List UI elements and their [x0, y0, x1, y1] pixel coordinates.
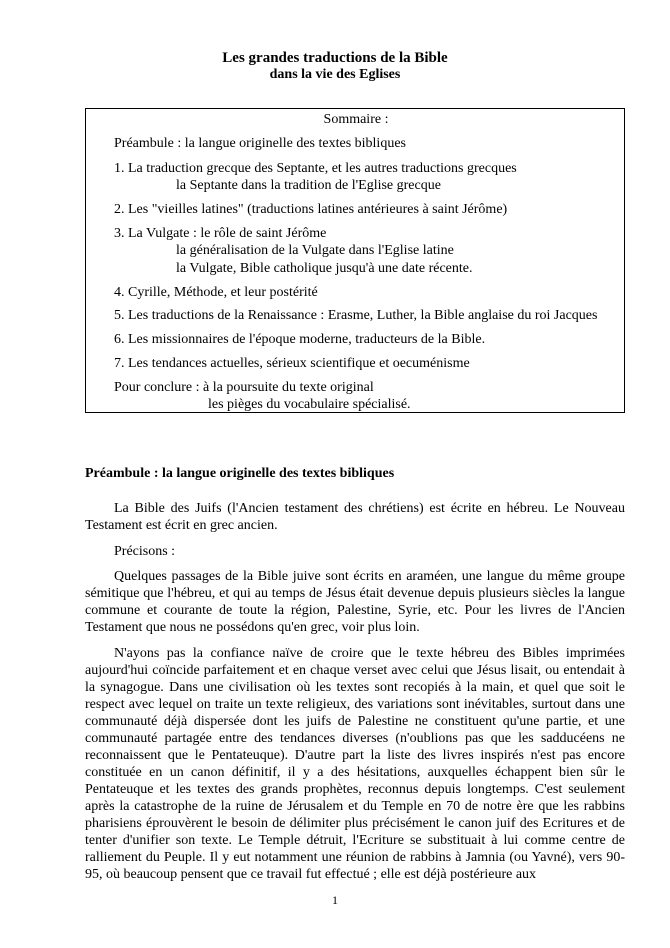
paragraph-texte-hebreu: N'ayons pas la confiance naïve de croire que le texte hébreu des Bibles imprimées aujourd'hui coïncide parfaitement et en chaque verset avec celui que Jésus lisait, ou entendait à la synagogue. Dans une civilisation où les textes sont recopiés à la main, et quel que soit le respect avec lequel on traite un texte religieux, des variations sont inévitables, surtout dans une communauté déjà dispersée dont les juifs de Palestine ne constituent qu'une partie, et une communauté partagée entre des tendances diverses (n'oublions pas que les sadducéens ne reconnaissent que le Pentateuque). D'autre part la liste des livres inspirés n'est pas encore constituée en un canon définitif, il y a des hésitations, auxquelles échappent bien sûr le Pentateuque et les textes des grands prophètes, reconnus depuis longtemps. C'est seulement après la catastrophe de la ruine de Jérusalem et du Temple en 70 de notre ère que les rabbins pharisiens éprouvèrent le besoin de délimiter plus précisément le canon juif des Ecritures et de tenter d'unifier son texte. Le Temple détruit, l'Ecriture se substituait à lui comme centre de ralliement du Peuple. Il y eut notamment une réunion de rabbins à Jamnia (ou Yavné), vers 90-95, où beaucoup pensent que ce travail fut effectué ; elle est déjà postérieure aux: [85, 646, 625, 882]
summary-subitem-3b: la Vulgate, Bible catholique jusqu'à une date récente.: [176, 261, 473, 276]
document-title: Les grandes traductions de la Bible: [222, 50, 448, 66]
summary-item-6: 6. Les missionnaires de l'époque moderne, traducteurs de la Bible.: [114, 332, 486, 347]
summary-item-2: 2. Les "vieilles latines" (traductions latines antérieures à saint Jérôme): [114, 202, 508, 217]
summary-item-1: 1. La traduction grecque des Septante, et les autres traductions grecques: [114, 161, 517, 176]
summary-conclusion-sub: les pièges du vocabulaire spécialisé.: [208, 397, 411, 412]
page-number: 1: [332, 893, 338, 907]
summary-conclusion: Pour conclure : à la poursuite du texte original: [114, 380, 374, 395]
summary-item-7: 7. Les tendances actuelles, sérieux scientifique et oecuménisme: [114, 356, 470, 371]
summary-subitem-1a: la Septante dans la tradition de l'Eglise grecque: [176, 178, 441, 193]
summary-item-5: 5. Les traductions de la Renaissance : Erasme, Luther, la Bible anglaise du roi Jacques: [114, 308, 598, 323]
document-subtitle: dans la vie des Eglises: [269, 67, 401, 82]
paragraph-intro: La Bible des Juifs (l'Ancien testament des chrétiens) est écrite en hébreu. Le Nouveau Testament est écrit en grec ancien.: [85, 501, 625, 533]
paragraph-precisons: Précisons :: [114, 544, 176, 559]
summary-item-preambule: Préambule : la langue originelle des textes bibliques: [114, 136, 406, 151]
summary-item-3: 3. La Vulgate : le rôle de saint Jérôme: [114, 226, 327, 241]
summary-item-4: 4. Cyrille, Méthode, et leur postérité: [114, 285, 318, 300]
summary-box: [85, 108, 625, 413]
section-heading: Préambule : la langue originelle des textes bibliques: [85, 466, 395, 481]
paragraph-arameen: Quelques passages de la Bible juive sont écrits en araméen, une langue du même groupe sémitique que l'hébreu, et qui au temps de Jésus était devenue depuis plusieurs siècles la langue commune et courante de toute la région, Palestine, Syrie, etc. Pour les livres de l'Ancien Testament que nous ne possédons qu'en grec, voir plus loin.: [85, 569, 625, 635]
summary-heading: Sommaire :: [323, 112, 389, 127]
summary-subitem-3a: la généralisation de la Vulgate dans l'Eglise latine: [176, 243, 454, 258]
